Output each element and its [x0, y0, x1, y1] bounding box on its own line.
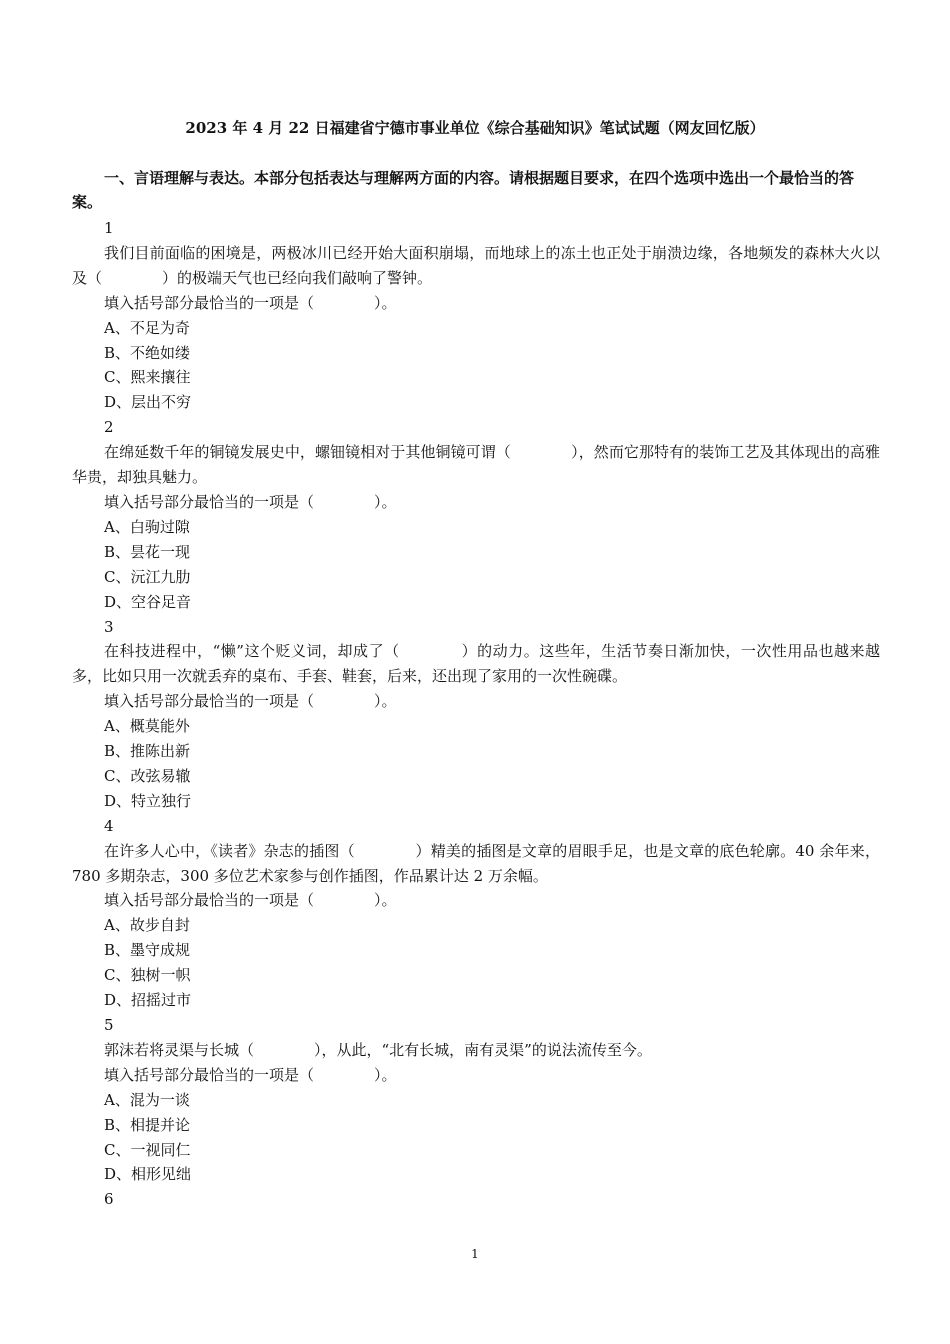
- option-d: D、特立独行: [104, 791, 192, 810]
- option-c: C、熙来攘往: [104, 368, 191, 387]
- question-item: [72, 1013, 880, 1187]
- option-a: A、白驹过隙: [104, 517, 190, 536]
- question-list: [72, 216, 880, 1212]
- question-item: [72, 216, 880, 415]
- option-c: C、沅江九肋: [104, 567, 191, 586]
- question-number: 5: [104, 1016, 114, 1034]
- question-item: [72, 814, 880, 1013]
- option-b: B、不绝如缕: [104, 343, 191, 362]
- question-number: 1: [104, 219, 114, 237]
- option-d: D、招摇过市: [104, 991, 192, 1010]
- question-stem: 在科技进程中，“懒”这个贬义词，却成了（ ）的动力。这些年，生活节奏日渐加快，一次性用品也越来越多，比如只用一次就丢弃的桌布、手套、鞋套，后来，还出现了家用的一次性碗碟。: [72, 642, 880, 686]
- question-number: 4: [104, 816, 114, 835]
- question-item: [72, 415, 880, 614]
- question-number: 2: [104, 418, 114, 437]
- option-d: D、层出不穷: [104, 393, 192, 412]
- question-number: 6: [104, 1190, 114, 1209]
- option-c: C、改弦易辙: [104, 766, 191, 785]
- question-item: [72, 1187, 880, 1212]
- option-a: A、混为一谈: [104, 1090, 190, 1109]
- option-a: A、不足为奇: [104, 318, 190, 337]
- option-b: B、相提并论: [104, 1115, 191, 1134]
- page-number: 1: [471, 1247, 479, 1261]
- option-c: C、一视同仁: [104, 1140, 191, 1159]
- section-intro: 一、言语理解与表达。本部分包括表达与理解两方面的内容。请根据题目要求，在四个选项中选出一个最恰当的答案。: [72, 169, 855, 211]
- option-b: B、墨守成规: [104, 941, 191, 960]
- question-prompt: 填入括号部分最恰当的一项是（ ）。: [104, 891, 397, 910]
- option-a: A、概莫能外: [104, 717, 190, 736]
- question-stem: 在绵延数千年的铜镜发展史中，螺钿镜相对于其他铜镜可谓（ ），然而它那特有的装饰工艺及其体现出的高雅华贵，却独具魅力。: [72, 443, 880, 487]
- option-a: A、故步自封: [104, 916, 190, 935]
- question-prompt: 填入括号部分最恰当的一项是（ ）。: [104, 692, 397, 711]
- option-b: B、昙花一现: [104, 542, 191, 561]
- question-prompt: 填入括号部分最恰当的一项是（ ）。: [104, 1065, 397, 1084]
- option-c: C、独树一帜: [104, 966, 191, 985]
- question-prompt: 填入括号部分最恰当的一项是（ ）。: [104, 492, 397, 511]
- option-d: D、相形见绌: [104, 1165, 192, 1184]
- option-d: D、空谷足音: [104, 592, 192, 611]
- option-b: B、推陈出新: [104, 742, 191, 761]
- question-stem: 郭沫若将灵渠与长城（ ），从此，“北有长城，南有灵渠”的说法流传至今。: [104, 1040, 652, 1059]
- question-item: [72, 615, 880, 814]
- question-stem: 我们目前面临的困境是，两极冰川已经开始大面积崩塌，而地球上的冻土也正处于崩溃边缘，各地频发的森林大火以及（ ）的极端天气也已经向我们敲响了警钟。: [72, 243, 880, 287]
- question-prompt: 填入括号部分最恰当的一项是（ ）。: [104, 293, 397, 312]
- question-stem: 在许多人心中，《读者》杂志的插图（ ）精美的插图是文章的眉眼手足，也是文章的底色轮廓。40 余年来，780 多期杂志，300 多位艺术家参与创作插图，作品累计达 2 万余幅。: [72, 841, 880, 885]
- question-number: 3: [104, 617, 114, 636]
- document-title: 2023 年 4 月 22 日福建省宁德市事业单位《综合基础知识》笔试试题（网友回忆版）: [185, 119, 765, 137]
